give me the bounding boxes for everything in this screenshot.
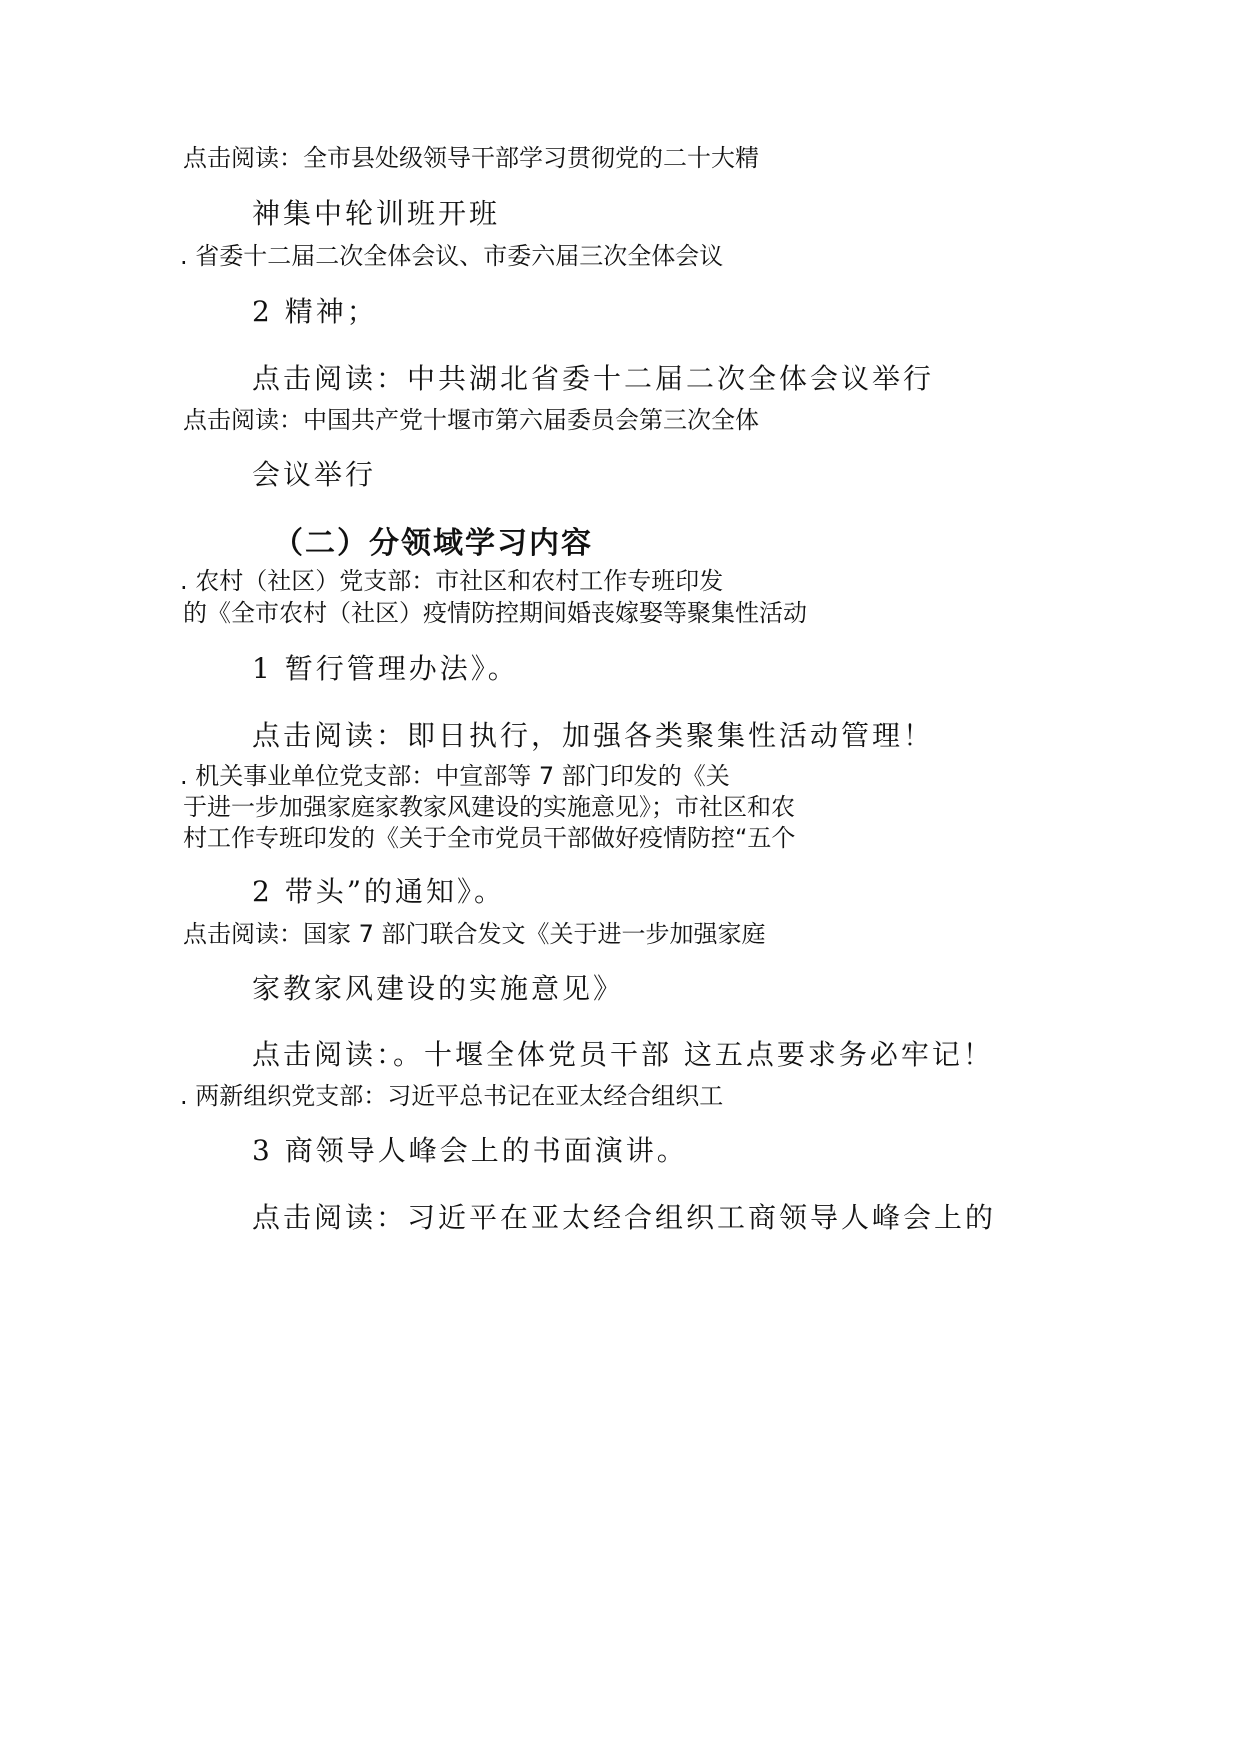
text-line-5: 点击阅读：中共湖北省委十二届二次全体会议举行 [252,362,935,395]
text-line-11: 1 暂行管理办法》。 [252,652,519,685]
text-line-7: 会议举行 [252,458,377,491]
text-line-12: 点击阅读：即日执行，加强各类聚集性活动管理！ [252,719,935,752]
text-line-10: 的《全市农村（社区）疫情防控期间婚丧嫁娶等聚集性活动 [183,599,807,627]
text-line-21: 3 商领导人峰会上的书面演讲。 [252,1134,688,1167]
text-line-13: . 机关事业单位党支部：中宣部等 7 部门印发的《关 [180,762,730,790]
text-line-14: 于进一步加强家庭家教家风建设的实施意见》；市社区和农 [183,793,795,821]
text-line-20: . 两新组织党支部：习近平总书记在亚太经合组织工 [180,1082,724,1110]
text-line-1: 点击阅读：全市县处级领导干部学习贯彻党的二十大精 [183,144,759,172]
section-heading: （二）分领域学习内容 [273,526,593,561]
text-line-19: 点击阅读：。十堰全体党员干部 这五点要求务必牢记！ [252,1038,994,1071]
text-line-9: . 农村（社区）党支部：市社区和农村工作专班印发 [180,567,724,595]
text-line-22: 点击阅读：习近平在亚太经合组织工商领导人峰会上的 [252,1201,997,1234]
text-line-3: . 省委十二届二次全体会议、市委六届三次全体会议 [180,242,724,270]
text-line-16: 2 带头”的通知》。 [252,875,506,908]
text-line-6: 点击阅读：中国共产党十堰市第六届委员会第三次全体 [183,406,759,434]
text-line-18: 家教家风建设的实施意见》 [252,972,625,1005]
text-line-4: 2 精神； [252,295,378,328]
text-line-15: 村工作专班印发的《关于全市党员干部做好疫情防控“五个 [183,824,796,852]
text-line-17: 点击阅读：国家 7 部门联合发文《关于进一步加强家庭 [183,920,766,948]
text-line-2: 神集中轮训班开班 [252,197,501,230]
